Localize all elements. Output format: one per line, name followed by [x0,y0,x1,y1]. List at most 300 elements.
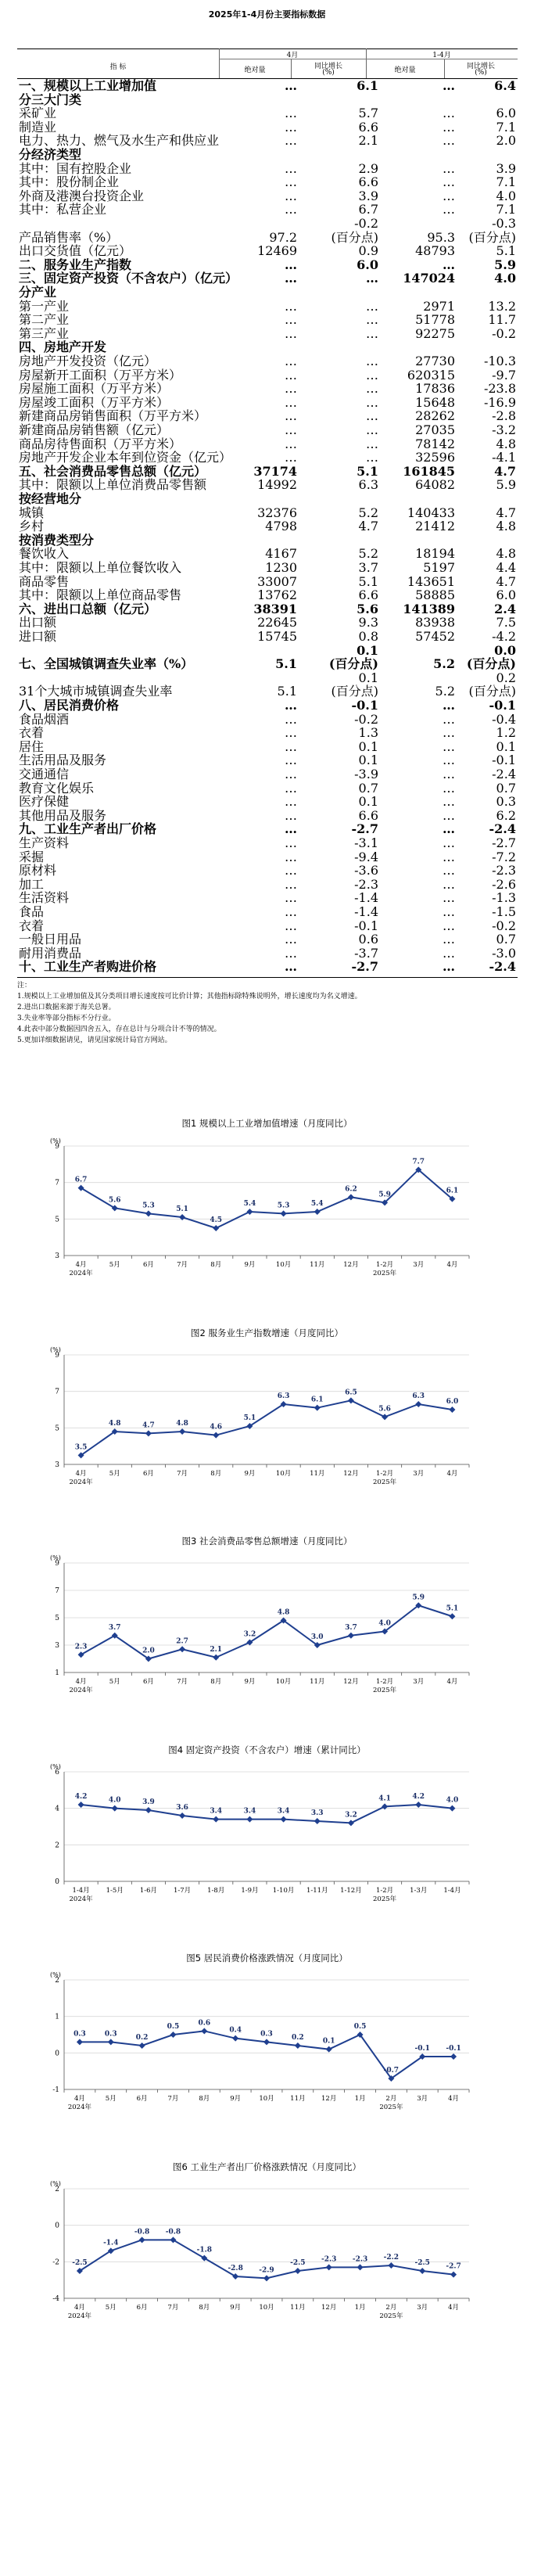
x-tick-label: 1月 [354,2304,366,2312]
april-abs-cell: … [285,780,297,796]
data-point-marker [170,2236,176,2243]
april-growth-cell: … [366,436,378,451]
ytd-abs-cell: 32596 [415,450,455,465]
data-point-marker [246,1209,253,1215]
ytd-abs-cell: … [443,849,455,864]
april-abs-cell: … [285,174,297,190]
x-tick-label: 7月 [177,1261,188,1269]
ytd-abs-cell: 78142 [415,436,455,451]
data-label: -1.8 [196,2246,213,2254]
april-growth-cell: 6.3 [358,477,378,493]
data-point-marker [382,1414,388,1420]
data-label: 3.9 [142,1798,155,1806]
table-row [17,149,518,160]
ytd-abs-cell: 143651 [407,573,455,589]
data-label: 4.0 [108,1796,121,1805]
y-tick-label: 7 [55,1388,59,1396]
chart2-title: 图2 服务业生产指数增速（月度同比） [191,1328,343,1338]
april-growth-cell: 4.7 [358,519,378,534]
y-tick-label: 2 [55,2186,59,2193]
april-growth-cell: 2.9 [358,160,378,176]
row-label: 分三大门类 [19,92,82,107]
ytd-growth-cell: -3.2 [492,422,516,437]
april-growth-cell: … [366,381,378,397]
year-label-2024: 2024年 [69,1895,93,1903]
data-label: 3.2 [345,1811,357,1820]
data-label: 4.8 [176,1420,188,1428]
table-row [17,160,518,176]
x-tick-label: 10月 [275,1470,292,1478]
ytd-abs-cell: … [443,932,455,947]
data-label: 2.3 [74,1643,88,1651]
data-label: 3.2 [243,1630,256,1639]
april-abs-cell: … [285,711,297,727]
data-point-marker [449,1613,455,1619]
y-tick-label: 7 [55,1587,59,1595]
april-abs-cell: … [285,78,297,93]
april-abs-cell: … [285,863,297,878]
april-growth-cell: (百分点) [328,656,378,672]
ytd-growth-cell: 5.1 [496,243,516,259]
ytd-growth-cell: -0.1 [492,753,516,768]
ytd-abs-cell: 161845 [403,463,455,479]
table-row [17,562,518,573]
april-growth-cell: -3.9 [354,767,378,781]
april-growth-cell: 0.9 [358,243,378,259]
row-label: 房屋施工面积（万平方米） [19,381,170,397]
table-row [17,273,518,284]
y-tick-label: 4 [55,1805,59,1813]
table-row [17,631,518,642]
y-tick-label: 0 [55,2222,59,2230]
april-abs-cell: … [285,945,297,961]
row-label: 生活用品及服务 [19,753,107,768]
row-label: 生产资料 [19,835,70,850]
x-tick-label: 1-3月 [410,1887,428,1895]
ytd-growth-cell: 4.0 [496,188,516,203]
y-tick-label: 5 [55,1216,59,1224]
april-growth-cell: -1.4 [354,904,378,919]
ytd-abs-cell: 28262 [415,408,455,424]
chart6-line-chart [47,2181,485,2369]
year-label-2025: 2025年 [373,1478,397,1486]
table-row [17,945,518,961]
chart3-title: 图3 社会消费品零售总额增速（月度同比） [181,1536,353,1547]
ytd-growth-cell: -1.3 [492,890,516,906]
ytd-growth-cell: -7.2 [492,849,516,864]
ytd-abs-cell: 92275 [415,325,455,341]
data-point-marker [450,2272,457,2278]
april-growth-cell: 3.9 [358,188,378,203]
april-abs-cell: 14992 [257,477,297,493]
data-label: 6.0 [446,1398,459,1406]
ytd-growth-cell: 7.1 [496,174,516,190]
table-row [17,463,518,479]
row-label: 一般日用品 [19,932,82,947]
table-row [17,738,518,754]
row-label: 新建商品房销售额（亿元） [19,422,170,437]
data-point-marker [232,2035,238,2042]
x-tick-label: 11月 [310,1261,325,1269]
growth-col-header: 同比增长 [466,63,495,70]
ytd-abs-cell: 147024 [403,271,455,286]
page-title: 2025年1-4月份主要指标数据 [208,9,326,20]
y-unit-label: (%) [50,1554,61,1561]
table-row [17,229,518,245]
data-label: 3.4 [210,1807,223,1816]
data-label: 2.7 [176,1637,188,1646]
ytd-growth-cell: 0.2 [496,670,516,685]
data-label: 0.3 [260,2030,273,2039]
data-point-marker [139,2236,145,2243]
data-label: -2.3 [321,2255,337,2264]
table-row [17,78,518,93]
x-tick-label: 3月 [417,2095,428,2103]
data-point-marker [295,2042,301,2049]
row-label: 其中：限额以上单位餐饮收入 [19,560,182,575]
x-tick-label: 4月 [446,1678,458,1686]
row-label: 城镇 [19,505,45,520]
row-label: 原材料 [19,863,57,878]
table-row [17,725,518,741]
data-label: 4.6 [210,1423,223,1432]
april-growth-cell: … [366,450,378,465]
april-abs-cell: 97.2 [269,229,297,245]
data-point-marker [201,2028,207,2034]
data-label: -0.8 [134,2228,150,2236]
data-point-marker [348,1397,354,1403]
x-tick-label: 12月 [343,1261,359,1269]
table-row [17,312,518,328]
data-point-marker [112,1805,118,1812]
footnote-line: 注： [17,982,32,990]
row-label: 按经营地分 [19,491,82,506]
ytd-abs-cell: 5197 [423,560,455,575]
x-tick-label: 10月 [259,2304,274,2312]
table-row [17,934,518,945]
data-label: 5.4 [310,1200,324,1208]
table-row [17,204,518,215]
table-row [17,918,518,933]
april-growth-cell: 2.1 [358,133,378,149]
ytd-growth-cell: 4.7 [496,505,516,520]
april-abs-cell: … [285,422,297,437]
x-tick-label: 12月 [343,1678,359,1686]
x-tick-label: 1-2月 [375,1261,394,1269]
table-row [17,452,518,463]
data-point-marker [263,2275,270,2281]
ytd-growth-cell: -2.3 [492,863,516,878]
data-label: 6.1 [446,1187,459,1195]
data-label: 4.1 [378,1795,391,1803]
data-point-marker [246,1816,253,1823]
row-label: 其他用品及服务 [19,807,107,823]
ytd-growth-cell: -16.9 [483,394,516,410]
table-row [17,342,518,353]
row-label: 二、服务业生产指数 [19,257,132,272]
x-tick-label: 1-12月 [340,1887,362,1895]
ytd-abs-cell: … [443,780,455,796]
ytd-growth-cell: 13.2 [488,298,516,314]
x-tick-label: 4月 [446,1261,458,1269]
ytd-abs-cell: … [443,106,455,121]
table-row [17,642,518,658]
x-tick-label: 1-2月 [375,1887,394,1895]
jan-apr-col-header: 1-4月 [432,52,451,59]
data-point-marker [139,2042,145,2049]
ytd-growth-cell: 6.0 [496,106,516,121]
x-tick-label: 6月 [136,2304,148,2312]
ytd-growth-cell: -10.3 [483,354,516,368]
ytd-growth-cell: -2.4 [489,821,516,837]
footnote-line: 3.失业率等部分指标不分行业。 [17,1015,116,1022]
x-tick-label: 2月 [385,2304,397,2312]
data-label: 5.3 [142,1202,155,1210]
x-tick-label: 4月 [446,1470,458,1478]
ytd-abs-cell: … [443,794,455,810]
april-abs-cell: … [285,188,297,203]
x-tick-label: 4月 [73,2304,85,2312]
series-line [81,1805,453,1823]
data-point-marker [415,1802,421,1808]
row-label: 一、规模以上工业增加值 [19,78,157,93]
ytd-growth-cell: -2.6 [492,876,516,892]
data-point-marker [281,1816,287,1823]
ytd-abs-cell: 141389 [403,601,455,616]
april-abs-cell: … [285,271,297,286]
x-tick-label: 1-6月 [139,1887,158,1895]
table-row [17,849,518,864]
growth-unit-header: (%) [322,69,335,77]
row-label: 按消费类型分 [19,532,95,548]
table-row [17,546,518,562]
ytd-growth-cell: -2.4 [492,767,516,781]
april-growth-cell: 3.7 [358,560,378,575]
y-tick-label: 5 [55,1615,59,1622]
y-tick-label: 2 [55,1977,59,1985]
data-point-marker [201,2255,207,2262]
april-growth-cell: -0.1 [351,698,378,713]
ytd-growth-cell: -0.2 [492,918,516,933]
data-label: 4.2 [74,1793,88,1801]
x-tick-label: 1月 [354,2095,366,2103]
table-row [17,769,518,780]
ytd-growth-cell: -4.2 [492,629,516,644]
row-label: 七、全国城镇调查失业率（%） [19,656,194,672]
table-row [17,436,518,451]
april-abs-cell: … [285,835,297,850]
row-label: 房地产开发企业本年到位资金（亿元） [19,450,232,465]
data-label: 7.7 [412,1158,425,1166]
data-point-marker [213,1432,219,1439]
year-label-2024: 2024年 [69,1270,93,1277]
data-point-marker [145,1210,152,1216]
y-unit-label: (%) [50,2180,61,2187]
y-tick-label: -4 [52,2295,59,2303]
table-row [17,780,518,796]
data-point-marker [326,2046,332,2053]
data-point-marker [179,1646,185,1652]
ytd-growth-cell: -0.1 [489,698,516,713]
row-label: 第一产业 [19,298,70,314]
april-growth-cell: … [366,298,378,314]
april-abs-cell: … [285,298,297,314]
data-label: 2.1 [210,1645,223,1654]
x-tick-label: 11月 [310,1678,325,1686]
data-point-marker [314,1209,321,1215]
y-tick-label: -2 [52,2258,59,2267]
ytd-abs-cell: 51778 [415,312,455,328]
data-label: -0.1 [414,2045,430,2053]
ytd-abs-cell: … [443,876,455,892]
data-label: 0.5 [167,2023,180,2031]
x-tick-label: 1-8月 [207,1887,225,1895]
ytd-abs-cell: … [443,133,455,149]
data-point-marker [449,1407,455,1413]
april-abs-cell: … [285,367,297,383]
chart5-line-chart [47,1972,485,2160]
y-tick-label: 3 [55,1461,59,1469]
row-label: 采矿业 [19,106,57,121]
april-growth-cell: 0.1 [358,670,378,685]
data-label: 5.9 [412,1593,425,1602]
data-label: 4.2 [412,1793,425,1801]
y-tick-label: 9 [55,1143,59,1151]
x-tick-label: 3月 [413,1470,425,1478]
table-row [17,257,518,272]
april-growth-cell: -3.6 [354,863,378,878]
row-label: 房屋新开工面积（万平方米） [19,367,182,383]
chart1-line-chart [47,1138,485,1326]
data-point-marker [449,1805,455,1812]
april-abs-cell: … [285,753,297,768]
indicator-col-header: 指 标 [109,63,127,71]
table-row [17,865,518,876]
x-tick-label: 10月 [275,1261,292,1269]
ytd-abs-cell: … [443,738,455,754]
table-row [17,686,518,697]
row-label: 外商及港澳台投资企业 [19,188,145,203]
ytd-growth-cell: 4.7 [496,573,516,589]
y-tick-label: 3 [55,1642,59,1650]
april-abs-cell: … [285,767,297,781]
x-tick-label: 5月 [109,1470,120,1478]
april-abs-cell: … [285,325,297,341]
ytd-growth-cell: -0.3 [492,216,516,231]
data-point-marker [78,1651,84,1658]
data-point-marker [213,1654,219,1661]
y-tick-label: 7 [55,1179,59,1187]
april-abs-cell: … [285,312,297,328]
table-row [17,394,518,410]
ytd-growth-cell: (百分点) [466,656,516,672]
april-growth-cell: 6.0 [357,257,378,272]
y-tick-label: 0 [55,2050,59,2058]
year-label-2024: 2024年 [69,1687,93,1694]
row-label: 衣着 [19,725,45,741]
ytd-growth-cell: 4.8 [496,546,516,562]
row-label: 31个大城市城镇调查失业率 [19,684,173,699]
row-label: 加工 [19,876,45,892]
april-abs-cell: … [285,133,297,149]
data-point-marker [419,2268,425,2274]
table-row [17,108,518,119]
ytd-growth-cell: 6.4 [494,78,516,93]
row-label: 六、进出口总额（亿元） [19,601,157,616]
x-tick-label: 11月 [290,2304,306,2312]
ytd-abs-cell: … [443,160,455,176]
data-label: 3.6 [176,1804,188,1812]
row-label: 五、社会消费品零售总额（亿元） [19,463,207,479]
x-tick-label: 3月 [413,1261,425,1269]
table-row [17,218,518,229]
data-label: 5.1 [243,1414,256,1422]
data-point-marker [348,1633,354,1639]
data-point-marker [295,2268,301,2274]
data-label: 4.7 [142,1421,155,1430]
data-label: 0.3 [104,2030,117,2039]
ytd-abs-cell: 15648 [415,394,455,410]
april-abs-cell: … [285,725,297,741]
april-abs-cell: … [285,394,297,410]
april-growth-cell: 6.6 [358,807,378,823]
april-abs-cell: … [285,436,297,451]
data-point-marker [179,1813,185,1819]
y-tick-label: 1 [55,2013,59,2021]
x-tick-label: 12月 [343,1470,359,1478]
data-point-marker [145,1807,152,1813]
table-row [17,243,518,259]
april-growth-cell: 0.6 [358,932,378,947]
april-abs-cell: 1230 [265,560,297,575]
ytd-abs-cell: 64082 [415,477,455,493]
april-growth-cell: 6.6 [358,587,378,603]
data-label: 0.2 [135,2034,149,2042]
y-tick-label: 5 [55,1425,59,1433]
data-point-marker [145,1430,152,1436]
ytd-growth-cell: 6.0 [496,587,516,603]
x-tick-label: 4月 [75,1261,87,1269]
table-row [17,422,518,437]
chart4-title: 图4 固定资产投资（不含农户）增速（累计同比） [168,1744,366,1755]
april-growth-cell: 6.6 [358,174,378,190]
data-point-marker [357,2264,364,2270]
april-growth-cell: -2.3 [354,876,378,892]
data-label: 3.4 [277,1807,290,1816]
april-abs-cell: … [285,698,297,713]
data-point-marker [213,1225,219,1231]
x-tick-label: 1-9月 [241,1887,259,1895]
ytd-abs-cell: 18194 [415,546,455,562]
april-abs-cell: … [285,160,297,176]
april-abs-cell: … [285,381,297,397]
ytd-abs-cell: … [443,78,455,93]
data-label: 3.3 [310,1809,324,1817]
ytd-growth-cell: -4.1 [492,450,516,465]
x-tick-label: 12月 [321,2095,337,2103]
row-label: 其中：国有控股企业 [19,160,132,176]
x-tick-label: 9月 [244,1470,256,1478]
data-label: 6.2 [345,1185,357,1194]
ytd-growth-cell: 2.0 [496,133,516,149]
ytd-growth-cell: -2.8 [492,408,516,424]
x-tick-label: 1-10月 [272,1887,295,1895]
y-unit-label: (%) [50,1346,61,1353]
ytd-growth-cell: (百分点) [468,684,516,699]
table-row [17,133,518,149]
data-label: 6.5 [345,1389,357,1397]
year-label-2025: 2025年 [373,1895,397,1903]
